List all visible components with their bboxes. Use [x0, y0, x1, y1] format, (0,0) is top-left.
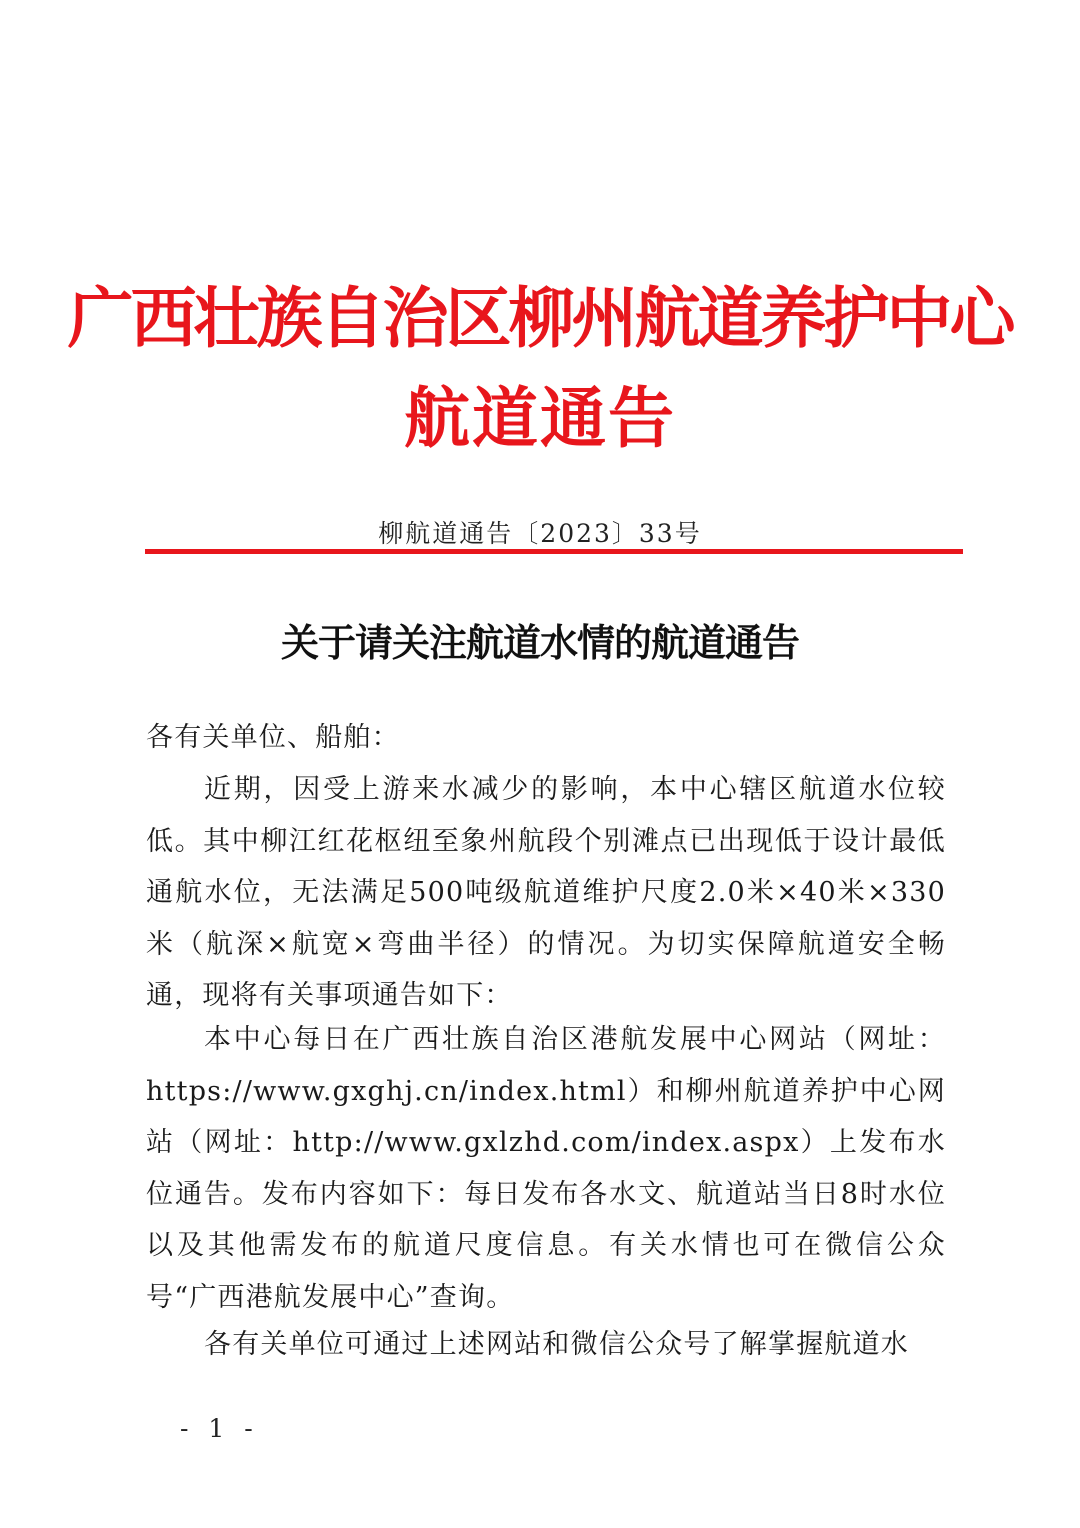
org-title: 广西壮族自治区柳州航道养护中心: [67, 279, 1013, 357]
notice-subject: 关于请关注航道水情的航道通告: [280, 620, 799, 665]
paragraph-2: 本中心每日在广西壮族自治区港航发展中心网站（网址：https://www.gxghj.cn/index.html）和柳州航道养护中心网站（网址：http://www.gxlzhd.com/index.aspx）上发布水位通告。发布内容如下：每日发布各水文、航道站当日8时水位以及其他需发布的航道尺度信息。有关水情也可在微信公众号“广西港航发展中心”查询。: [146, 1024, 946, 1313]
page-number: - 1 -: [180, 1414, 259, 1443]
paragraph-3: 各有关单位可通过上述网站和微信公众号了解掌握航道水: [204, 1329, 909, 1360]
doc-type-title: 航道通告: [404, 379, 676, 457]
salutation: 各有关单位、船舶：: [146, 722, 400, 753]
doc-number: 柳航道通告〔2023〕33号: [378, 519, 702, 548]
red-divider-line: [145, 549, 963, 554]
paragraph-1: 近期，因受上游来水减少的影响，本中心辖区航道水位较低。其中柳江红花枢纽至象州航段个别滩点已出现低于设计最低通航水位，无法满足500吨级航道维护尺度2.0米×40米×330米（航深×航宽×弯曲半径）的情况。为切实保障航道安全畅通，现将有关事项通告如下：: [146, 774, 946, 1011]
